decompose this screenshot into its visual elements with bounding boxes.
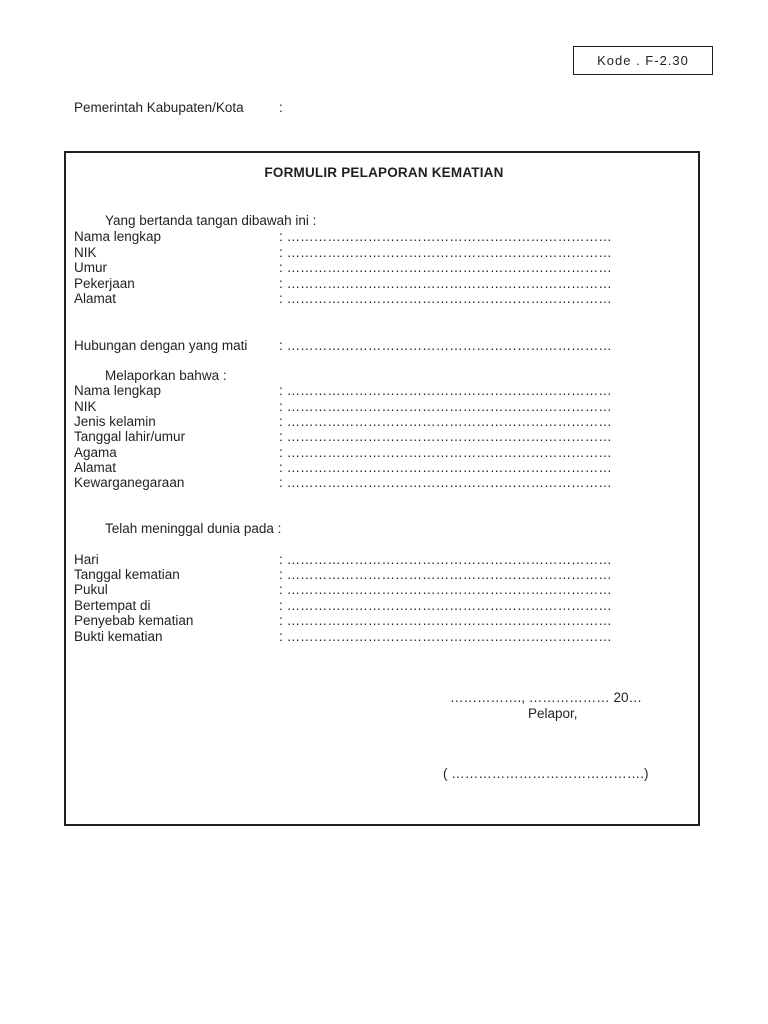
field-label: Pekerjaan xyxy=(74,275,135,291)
deceased-field-nik xyxy=(74,399,654,414)
signature-line: ( …………………………………….) xyxy=(443,766,649,781)
field-label: Nama lengkap xyxy=(74,383,162,398)
death-field-proof xyxy=(74,629,654,644)
deceased-field-sex xyxy=(74,414,654,429)
field-label: Nama lengkap xyxy=(74,229,162,244)
field-label: Agama xyxy=(74,444,117,460)
form-code-box: Kode . F-2.30 xyxy=(573,46,713,75)
signer-field-nik xyxy=(74,245,654,260)
government-label: Pemerintah Kabupaten/Kota xyxy=(74,100,244,115)
field-label: Pukul xyxy=(74,582,108,597)
field-dotted-line: : ……………………………………………………………… xyxy=(279,229,612,244)
deceased-field-birthdate xyxy=(74,429,654,444)
death-field-time xyxy=(74,582,654,597)
field-dotted-line: : ……………………………………………………………… xyxy=(279,244,612,260)
deceased-field-address xyxy=(74,460,654,475)
form-title: FORMULIR PELAPORAN KEMATIAN xyxy=(264,165,504,180)
field-label: Hari xyxy=(74,551,99,567)
field-label: Alamat xyxy=(74,291,117,306)
death-field-day xyxy=(74,552,654,567)
place-date-line: ……………., ……………… 20… xyxy=(450,690,643,705)
field-dotted-line: : ……………………………………………………………… xyxy=(279,275,612,291)
field-dotted-line: : ……………………………………………………………… xyxy=(279,260,612,275)
deceased-intro: Melaporkan bahwa : xyxy=(105,367,227,383)
death-field-date xyxy=(74,567,654,582)
field-dotted-line: : ……………………………………………………………… xyxy=(279,597,612,613)
field-label: Penyebab kematian xyxy=(74,613,194,628)
death-field-place xyxy=(74,598,654,613)
field-dotted-line: : ……………………………………………………………… xyxy=(279,613,612,628)
field-dotted-line: : ……………………………………………………………… xyxy=(279,628,612,644)
relationship-field xyxy=(74,338,654,353)
field-dotted-line: : ……………………………………………………………… xyxy=(279,383,612,398)
deceased-field-name xyxy=(74,383,654,398)
death-intro: Telah meninggal dunia pada : xyxy=(105,521,282,536)
field-label: Alamat xyxy=(74,460,117,475)
field-label: Jenis kelamin xyxy=(74,414,156,429)
field-label: Tanggal kematian xyxy=(74,567,180,582)
field-dotted-line: : ……………………………………………………………… xyxy=(279,551,612,567)
signer-field-address xyxy=(74,291,654,306)
field-label: Bertempat di xyxy=(74,597,151,613)
government-line xyxy=(74,100,283,115)
field-dotted-line: : ……………………………………………………………… xyxy=(279,567,612,582)
field-dotted-line: : ……………………………………………………………… xyxy=(279,398,612,414)
field-label: Tanggal lahir/umur xyxy=(74,429,186,444)
signer-field-age xyxy=(74,260,654,275)
government-colon: : xyxy=(279,100,283,115)
field-label: NIK xyxy=(74,398,97,414)
death-field-cause xyxy=(74,613,654,628)
field-dotted-line: : ……………………………………………………………… xyxy=(279,337,612,353)
field-label: Kewarganegaraan xyxy=(74,475,185,490)
field-label: Hubungan dengan yang mati xyxy=(74,337,248,353)
signer-field-name xyxy=(74,229,654,244)
field-label: Bukti kematian xyxy=(74,628,163,644)
deceased-field-religion xyxy=(74,445,654,460)
field-label: Umur xyxy=(74,260,107,275)
field-dotted-line: : ……………………………………………………………… xyxy=(279,475,612,490)
field-dotted-line: : ……………………………………………………………… xyxy=(279,444,612,460)
reporter-label: Pelapor, xyxy=(528,706,578,721)
field-dotted-line: : ……………………………………………………………… xyxy=(279,582,612,597)
field-dotted-line: : ……………………………………………………………… xyxy=(279,414,612,429)
field-label: NIK xyxy=(74,244,97,260)
signer-field-occupation xyxy=(74,276,654,291)
signer-intro: Yang bertanda tangan dibawah ini : xyxy=(105,213,317,228)
field-dotted-line: : ……………………………………………………………… xyxy=(279,429,612,444)
field-dotted-line: : ……………………………………………………………… xyxy=(279,460,612,475)
deceased-field-nationality xyxy=(74,475,654,490)
field-dotted-line: : ……………………………………………………………… xyxy=(279,291,612,306)
